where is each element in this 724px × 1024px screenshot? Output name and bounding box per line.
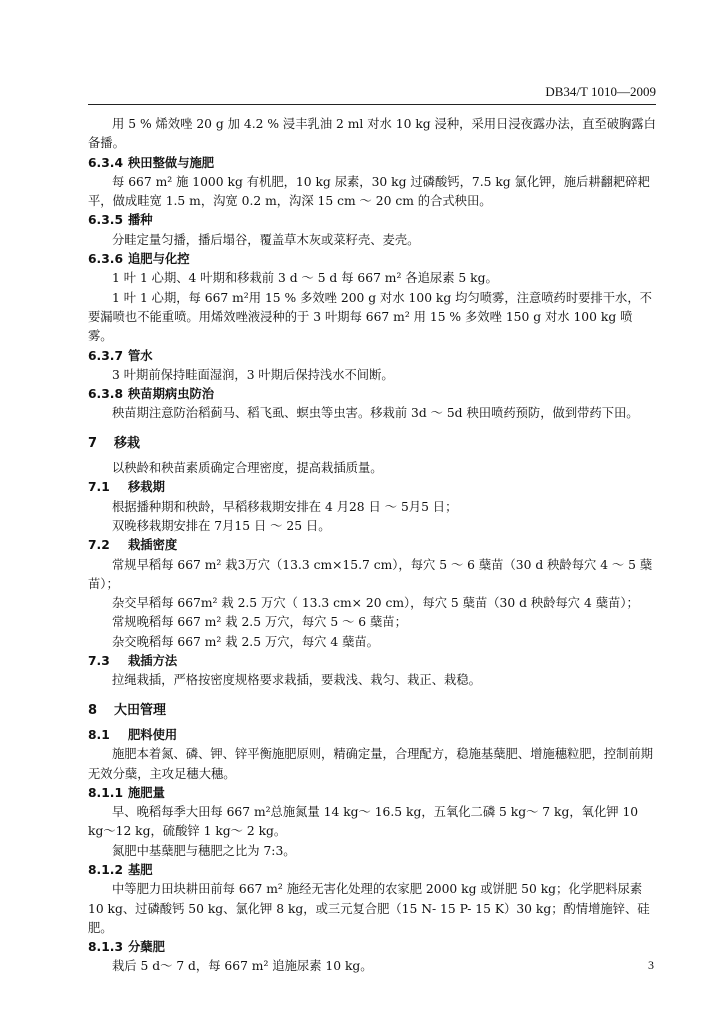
heading-title: 肥料使用 (128, 727, 178, 742)
heading-number: 6.3.6 (88, 252, 124, 267)
paragraph: 氮肥中基蘖肥与穗肥之比为 7:3。 (112, 843, 296, 858)
paragraph: 每 667 m² 施 1000 kg 有机肥，10 kg 尿素，30 kg 过磷酸钙，7.5 kg 氯化钾，施后耕翻耙碎耙平，做成畦宽 1.5 m，沟宽 0.2 m，沟深 15 cm ～ 20 cm 的合式秧田。 (88, 174, 650, 209)
subsection-heading (88, 938, 656, 957)
paragraph: 拉绳栽插，严格按密度规格要求栽插，要栽浅、栽匀、栽正、栽稳。 (112, 673, 481, 688)
heading-number: 6.3.8 (88, 387, 124, 402)
heading-number: 7.1 (88, 480, 110, 495)
heading-number: 6.3.7 (88, 348, 124, 363)
paragraph: 用 5 % 烯效唑 20 g 加 4.2 % 浸丰乳油 2 ml 对水 10 kg 浸种，采用日浸夜露办法，直至破胸露白备播。 (88, 117, 656, 151)
paragraph: 双晚移栽期安排在 7月15 日 ～ 25 日。 (112, 518, 331, 533)
subsection-heading (88, 250, 656, 269)
heading-number: 8.1 (88, 727, 110, 742)
paragraph: 以秧龄和秧苗素质确定合理密度，提高栽插质量。 (112, 461, 383, 476)
paragraph: 1 叶 1 心期、4 叶期和移栽前 3 d ～ 5 d 每 667 m² 各追尿素 5 kg。 (112, 271, 498, 286)
paragraph: 1 叶 1 心期，每 667 m²用 15 % 多效唑 200 g 对水 100 kg 均匀喷雾，注意喷药时要排干水，不要漏喷也不能重喷。用烯效唑液浸种的于 3 叶期每 667 m² 用 15 % 多效唑 150 g 对水 100 kg 喷雾。 (88, 290, 652, 344)
paragraph: 分畦定量匀播，播后塌谷，覆盖草木灰或菜籽壳、麦壳。 (112, 232, 420, 247)
paragraph: 秧苗期注意防治稻蓟马、稻飞虱、螟虫等虫害。移栽前 3d ～ 5d 秧田喷药预防，做到带药下田。 (112, 406, 639, 421)
heading-title: 移栽期 (128, 480, 165, 495)
heading-number: 6.3.4 (88, 155, 124, 170)
paragraph: 杂交晚稻每 667 m² 栽 2.5 万穴，每穴 4 蘖苗。 (112, 634, 379, 649)
heading-number: 6.3.5 (88, 213, 124, 228)
paragraph: 常规早稻每 667 m² 栽3万穴（13.3 cm×15.7 cm），每穴 5 ～ 6 蘖苗（30 d 秧龄每穴 4 ～ 5 蘖苗）； (88, 557, 653, 591)
heading-title: 管水 (128, 348, 153, 363)
heading-title: 施肥量 (128, 785, 165, 800)
heading-number: 7.2 (88, 538, 110, 553)
section-heading (88, 701, 656, 720)
heading-title: 秧苗期病虫防治 (128, 387, 215, 402)
subsection-heading (88, 536, 656, 555)
heading-title: 大田管理 (114, 702, 167, 718)
heading-title: 移栽 (114, 435, 141, 451)
heading-number: 7.3 (88, 654, 110, 669)
heading-title: 播种 (128, 213, 153, 228)
paragraph: 常规晚稻每 667 m² 栽 2.5 万穴，每穴 5 ～ 6 蘖苗； (112, 615, 407, 630)
subsection-heading (88, 478, 656, 497)
paragraph: 施肥本着氮、磷、钾、锌平衡施肥原则，精确定量，合理配方，稳施基蘖肥、增施穗粒肥，控制前期无效分蘖，主攻足穗大穗。 (88, 747, 654, 781)
subsection-heading (88, 726, 656, 745)
paragraph: 中等肥力田块耕田前每 667 m² 施经无害化处理的农家肥 2000 kg 或饼肥 50 kg；化学肥料尿素 10 kg、过磷酸钙 50 kg、氯化钾 8 kg，或三元复合肥（15 N- 15 P- 15 K）30 kg；酌情增施锌、硅肥。 (88, 882, 650, 935)
subsection-heading (88, 347, 656, 366)
subsection-heading (88, 861, 656, 880)
document-body (88, 115, 656, 977)
header-rule (88, 104, 656, 105)
subsection-heading (88, 784, 656, 803)
subsection-heading (88, 652, 656, 671)
paragraph: 杂交早稻每 667m² 栽 2.5 万穴（ 13.3 cm× 20 cm），每穴 5 蘖苗（30 d 秧龄每穴 4 蘖苗）； (112, 596, 639, 611)
heading-title: 追肥与化控 (128, 252, 190, 267)
subsection-heading (88, 154, 656, 173)
subsection-heading (88, 385, 656, 404)
paragraph: 早、晚稻每季大田每 667 m²总施氮量 14 kg～ 16.5 kg，五氧化二磷 5 kg～ 7 kg，氧化钾 10 kg～12 kg，硫酸锌 1 kg～ 2 kg。 (88, 805, 639, 839)
paragraph: 栽后 5 d～ 7 d，每 667 m² 追施尿素 10 kg。 (112, 959, 373, 974)
paragraph: 3 叶期前保持畦面湿润，3 叶期后保持浅水不间断。 (112, 367, 394, 382)
standard-code-header: DB34/T 1010—2009 (545, 84, 656, 99)
page-number: 3 (648, 958, 654, 972)
heading-title: 秧田整做与施肥 (128, 155, 215, 170)
section-heading (88, 434, 656, 453)
heading-number: 7 (88, 435, 98, 451)
heading-title: 基肥 (128, 862, 153, 877)
subsection-heading (88, 211, 656, 230)
heading-title: 栽插方法 (128, 654, 178, 669)
heading-title: 栽插密度 (128, 538, 178, 553)
heading-number: 8.1.3 (88, 940, 124, 955)
heading-number: 8.1.2 (88, 862, 124, 877)
heading-title: 分蘖肥 (128, 940, 165, 955)
heading-number: 8 (88, 702, 98, 718)
heading-number: 8.1.1 (88, 785, 124, 800)
paragraph: 根据播种期和秧龄，早稻移栽期安排在 4 月28 日 ～ 5月5 日； (112, 499, 458, 514)
